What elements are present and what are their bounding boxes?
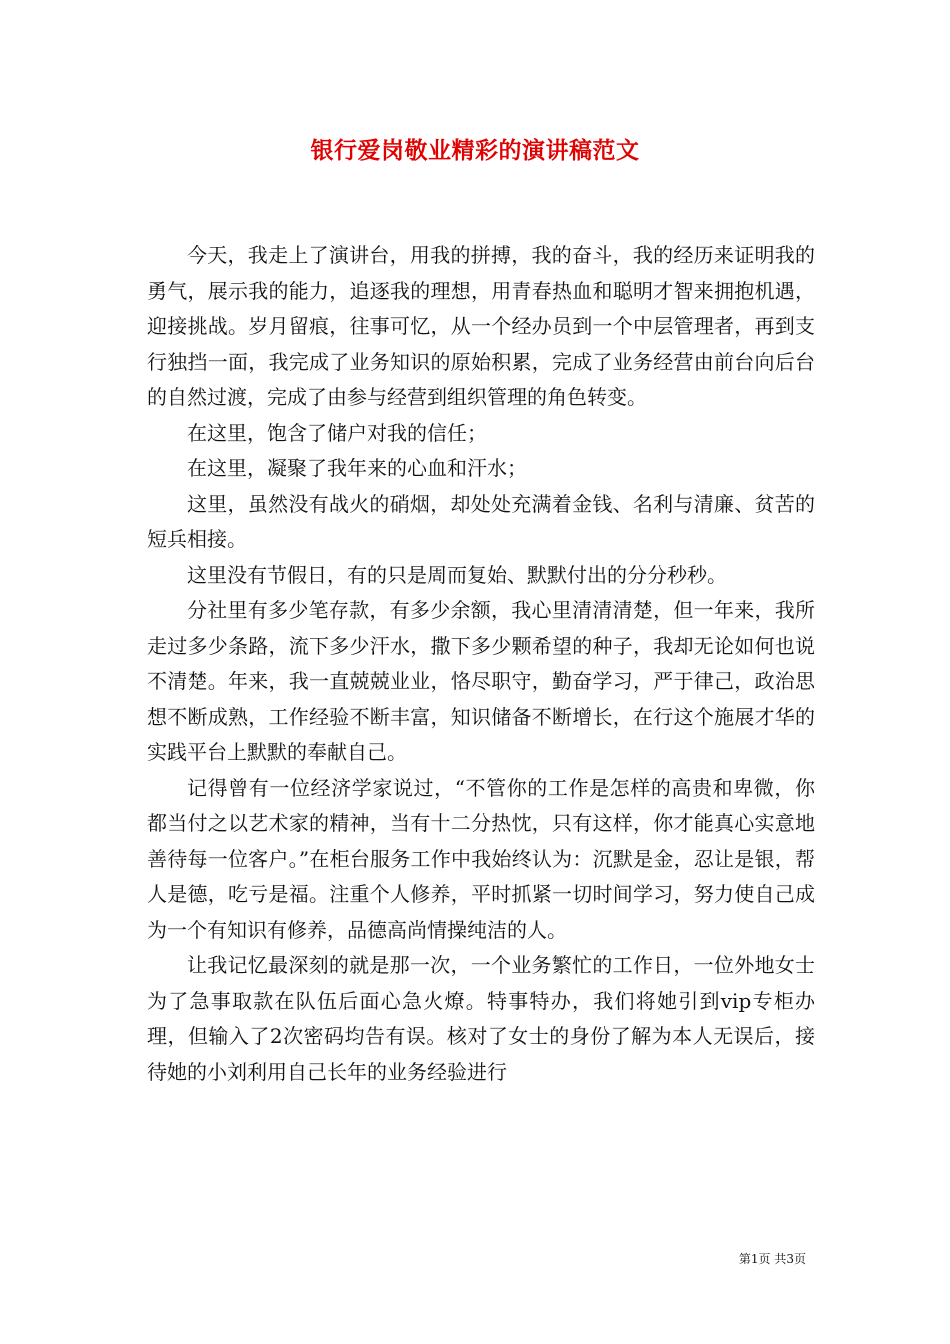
paragraph: 在这里，凝聚了我年来的心血和汗水； [187, 456, 527, 480]
document-title: 银行爱岗敬业精彩的演讲稿范文 [310, 137, 640, 164]
page-number: 第1页 共3页 [738, 1252, 806, 1266]
document-body [147, 238, 815, 1090]
paragraph: 这里没有节假日，有的只是周而复始、默默付出的分分秒秒。 [187, 562, 727, 587]
paragraph: 分社里有多少笔存款，有多少余额，我心里清清清楚，但一年来，我所走过多少条路，流下多少汗水，撒下多少颗希望的种子，我却无论如何也说不清楚。年来，我一直兢兢业业，恪尽职守，勤奋学习，严于律己，政治思想不断成熟，工作经验不断丰富，知识储备不断增长，在行这个施展才华的实践平台上默默的奉献自己。 [147, 598, 815, 764]
paragraph: 在这里，饱含了储户对我的信任； [187, 420, 487, 445]
paragraph: 让我记忆最深刻的就是那一次，一个业务繁忙的工作日，一位外地女士为了急事取款在队伍后面心急火燎。特事特办，我们将她引到vip专柜办理，但输入了2次密码均告有误。核对了女士的身份了解为本人无误后，接待她的小刘利用自己长年的业务经验进行 [147, 953, 815, 1084]
paragraph: 今天，我走上了演讲台，用我的拼搏，我的奋斗，我的经历来证明我的勇气，展示我的能力，追逐我的理想，用青春热血和聪明才智来拥抱机遇，迎接挑战。岁月留痕，往事可忆，从一个经办员到一个中层管理者，再到支行独挡一面，我完成了业务知识的原始积累，完成了业务经营由前台向后台的自然过渡，完成了由参与经营到组织管理的角色转变。 [147, 243, 815, 409]
paragraph: 记得曾有一位经济学家说过，“不管你的工作是怎样的高贵和卑微，你都当付之以艺术家的精神，当有十二分热忱，只有这样，你才能真心实意地善待每一位客户。”在柜台服务工作中我始终认为：沉默是金，忍让是银，帮人是德，吃亏是福。注重个人修养，平时抓紧一切时间学习，努力使自己成为一个有知识有修养，品德高尚情操纯洁的人。 [147, 775, 815, 942]
paragraph: 这里，虽然没有战火的硝烟，却处处充满着金钱、名利与清廉、贫苦的短兵相接。 [147, 491, 815, 551]
